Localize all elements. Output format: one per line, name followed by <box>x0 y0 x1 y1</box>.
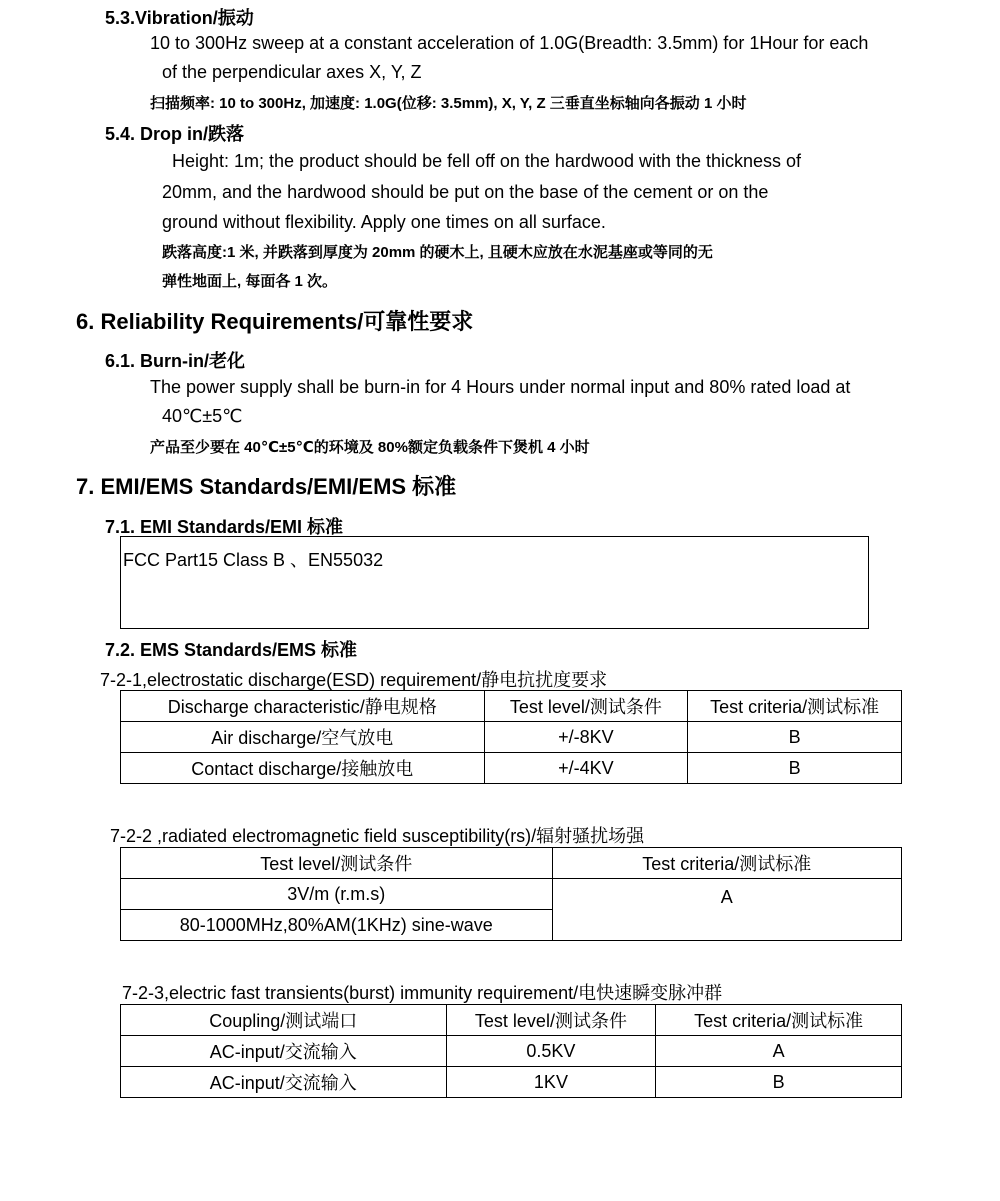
table-row <box>121 1067 902 1098</box>
table-header-cell: Test criteria/测试标准 <box>688 691 902 722</box>
table-cell: A <box>552 879 901 941</box>
table-cell: 0.5KV <box>446 1036 656 1067</box>
paragraph-line: 10 to 300Hz sweep at a constant acceleration of 1.0G(Breadth: 3.5mm) for 1Hour for each <box>150 33 869 53</box>
subsection-heading-ems: 7.2. EMS Standards/EMS 标准 <box>105 640 358 660</box>
paragraph-line: of the perpendicular axes X, Y, Z <box>162 62 422 82</box>
table-row <box>121 1036 902 1067</box>
table-header-cell: Test level/测试条件 <box>446 1005 656 1036</box>
table-cell: +/-8KV <box>484 722 688 753</box>
table-cell: AC-input/交流输入 <box>121 1036 447 1067</box>
table-cell: +/-4KV <box>484 753 688 784</box>
table-row <box>121 753 902 784</box>
paragraph-line-cn: 扫描频率: 10 to 300Hz, 加速度: 1.0G(位移: 3.5mm), X, Y, Z 三垂直坐标轴向各振动 1 小时 <box>150 95 747 112</box>
table-cell: B <box>688 722 902 753</box>
emi-standards-text: FCC Part15 Class B 、EN55032 <box>123 550 384 570</box>
paragraph-line-cn: 弹性地面上, 每面各 1 次。 <box>162 273 338 290</box>
rs-table-title: 7-2-2 ,radiated electromagnetic field susceptibility(rs)/辐射骚扰场强 <box>110 826 645 846</box>
paragraph-line: ground without flexibility. Apply one times on all surface. <box>162 212 606 232</box>
table-header-row <box>121 691 902 722</box>
table-header-cell: Test level/测试条件 <box>121 848 553 879</box>
subsection-heading-emi: 7.1. EMI Standards/EMI 标准 <box>105 517 344 537</box>
section-heading-reliability: 6. Reliability Requirements/可靠性要求 <box>76 309 474 334</box>
table-header-row <box>121 1005 902 1036</box>
table-cell: 1KV <box>446 1067 656 1098</box>
table-cell: 80-1000MHz,80%AM(1KHz) sine-wave <box>121 910 553 941</box>
table-cell: Contact discharge/接触放电 <box>121 753 485 784</box>
table-header-cell: Coupling/测试端口 <box>121 1005 447 1036</box>
table-cell: 3V/m (r.m.s) <box>121 879 553 910</box>
table-header-cell: Test criteria/测试标准 <box>656 1005 902 1036</box>
table-row <box>121 879 902 910</box>
paragraph-line: The power supply shall be burn-in for 4 Hours under normal input and 80% rated load at <box>150 377 851 397</box>
esd-table-title: 7-2-1,electrostatic discharge(ESD) requirement/静电抗扰度要求 <box>100 670 608 690</box>
table-header-cell: Test level/测试条件 <box>484 691 688 722</box>
table-row <box>121 722 902 753</box>
paragraph-line: 40℃±5℃ <box>162 406 243 426</box>
table-cell: B <box>688 753 902 784</box>
rs-table <box>120 847 902 941</box>
paragraph-line-cn: 产品至少要在 40℃±5℃的环境及 80%额定负载条件下煲机 4 小时 <box>150 439 590 456</box>
esd-table <box>120 690 902 784</box>
table-cell: AC-input/交流输入 <box>121 1067 447 1098</box>
table-header-cell: Test criteria/测试标准 <box>552 848 901 879</box>
table-cell: B <box>656 1067 902 1098</box>
paragraph-line-cn: 跌落高度:1 米, 并跌落到厚度为 20mm 的硬木上, 且硬木应放在水泥基座或等同的无 <box>162 244 713 261</box>
table-cell: A <box>656 1036 902 1067</box>
burst-table-title: 7-2-3,electric fast transients(burst) immunity requirement/电快速瞬变脉冲群 <box>122 983 723 1003</box>
burst-table <box>120 1004 902 1098</box>
paragraph-line: Height: 1m; the product should be fell off on the hardwood with the thickness of <box>172 151 802 171</box>
section-heading-emi-ems: 7. EMI/EMS Standards/EMI/EMS 标准 <box>76 474 457 499</box>
section-heading-vibration: 5.3.Vibration/振动 <box>105 8 254 28</box>
table-header-cell: Discharge characteristic/静电规格 <box>121 691 485 722</box>
subsection-heading-burnin: 6.1. Burn-in/老化 <box>105 351 246 371</box>
table-cell: Air discharge/空气放电 <box>121 722 485 753</box>
table-header-row <box>121 848 902 879</box>
paragraph-line: 20mm, and the hardwood should be put on the base of the cement or on the <box>162 182 769 202</box>
section-heading-drop: 5.4. Drop in/跌落 <box>105 124 245 144</box>
emi-standards-box <box>120 536 869 629</box>
